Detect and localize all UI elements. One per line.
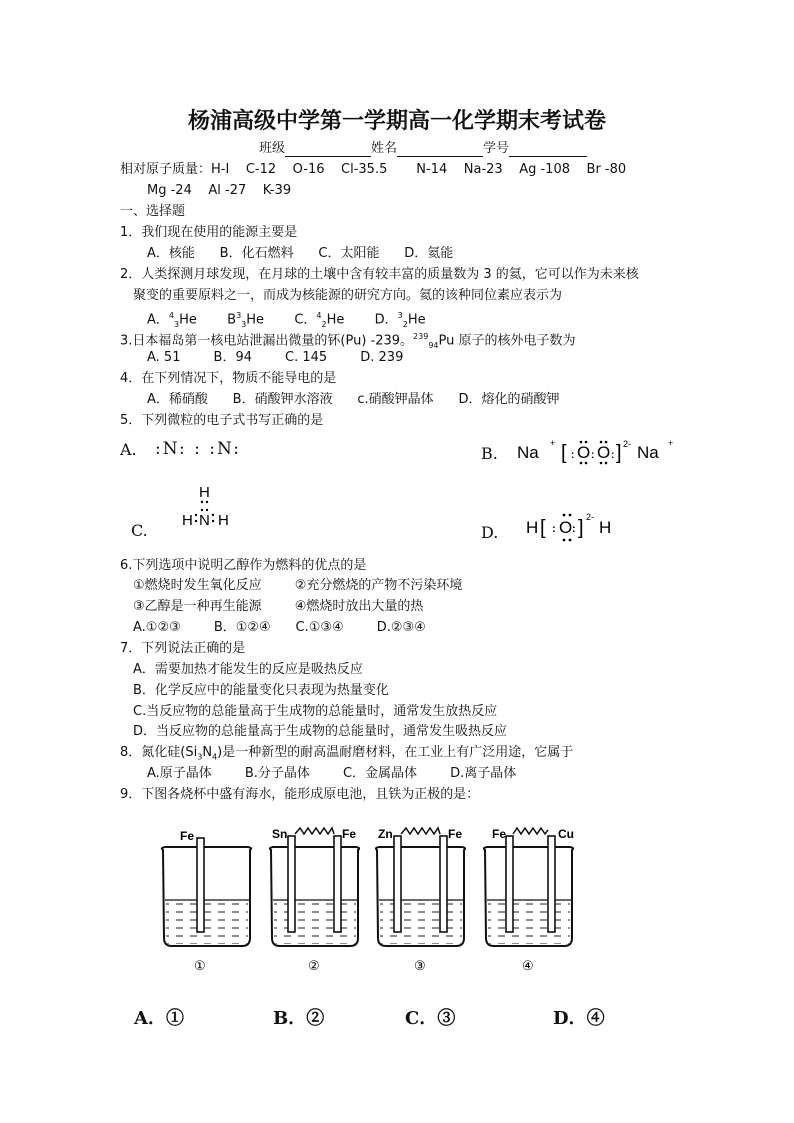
q5-stem: 5．下列微粒的电子式书写正确的是 xyxy=(120,413,324,428)
q7-option-c: C.当反应物的总能量高于生成物的总能量时，通常发生放热反应 xyxy=(133,704,498,719)
q5-option-a-label: A. xyxy=(120,440,137,459)
page-title: 杨浦高级中学第一学期高一化学期末考试卷 xyxy=(187,108,606,134)
id-blank[interactable] xyxy=(509,142,587,157)
beaker-2-right-electrode-label: Fe xyxy=(342,827,357,841)
svg-text:O: O xyxy=(559,518,573,537)
svg-text:2-: 2- xyxy=(586,512,595,522)
svg-text::: : xyxy=(571,450,575,461)
q7-option-d: D．当反应物的总能量高于生成物的总能量时，通常发生吸热反应 xyxy=(133,724,508,739)
q7-option-a: A．需要加热才能发生的反应是吸热反应 xyxy=(133,662,363,677)
q1-stem: 1．我们现在使用的能源主要是 xyxy=(120,225,298,240)
atomic-mass-line-1: 相对原子质量：H-I C-12 O-16 Cl-35.5 N-14 Na-23 Ag -108 Br -80 xyxy=(120,162,627,177)
q6-stem: 6.下列选项中说明乙醇作为燃料的优点的是 xyxy=(120,558,367,573)
q6-statement-line-2: ③乙醇是一种再生能源 ④燃烧时放出大量的热 xyxy=(133,599,424,614)
beaker-1-number: ① xyxy=(194,958,206,973)
q9-beaker-diagram xyxy=(150,820,610,975)
q5-option-d-structure xyxy=(524,502,614,548)
sodium-symbol-right: Na xyxy=(637,443,659,462)
name-blank[interactable] xyxy=(397,142,483,157)
svg-text::: : xyxy=(552,523,556,535)
beaker-4-left-electrode-label: Fe xyxy=(492,827,507,841)
svg-text::: : xyxy=(572,523,576,535)
q2-stem-line-2: 聚变的重要原料之一，而成为核能源的研究方向。氦的该种同位素应表示为 xyxy=(133,288,563,303)
beaker-1 xyxy=(162,829,251,973)
beaker-2-left-electrode-label: Sn xyxy=(272,827,288,841)
q8-stem: 8．氮化硅$(Si_3N_4)$是一种新型的耐高温耐磨材料，在工业上有广泛用途，它属于 xyxy=(120,745,574,762)
oxygen-symbol-2: O xyxy=(597,443,611,462)
q5-option-c-label: C. xyxy=(131,521,148,540)
q2-stem-line-1: 2．人类探测月球发现，在月球的土壤中含有较丰富的质量数为 3 的氦，它可以作为未来核 xyxy=(120,267,639,282)
q4-options: A．稀硝酸 B．硝酸钾水溶液 c.硝酸钾晶体 D．熔化的硝酸钾 xyxy=(147,392,560,407)
q3-stem: 3.日本福岛第一核电站泄漏出微量的钚(Pu) -239。$^{239}_{94}$Pu 原子的核外电子数为 xyxy=(120,332,576,350)
svg-text::: : xyxy=(611,450,615,461)
q4-stem: 4．在下列情况下，物质不能导电的是 xyxy=(120,371,337,386)
charge-label: 2- xyxy=(623,439,632,449)
class-label: 班级 xyxy=(259,141,286,156)
oxygen-symbol-1: O xyxy=(577,443,591,462)
q9-answer-d: D．④ xyxy=(553,1008,605,1029)
section-heading: 一、选择题 xyxy=(120,204,186,219)
beaker-4 xyxy=(484,827,574,973)
svg-text:+: + xyxy=(550,438,556,448)
sodium-symbol-left: Na xyxy=(517,443,539,462)
svg-text:]: ] xyxy=(616,442,622,464)
beaker-4-right-electrode-label: Cu xyxy=(558,827,574,841)
beaker-3-right-electrode-label: Fe xyxy=(448,827,463,841)
svg-text:H: H xyxy=(526,518,539,537)
q7-stem: 7．下列说法正确的是 xyxy=(120,641,246,656)
q5-option-d-label: D. xyxy=(481,523,499,542)
q5-option-a-formula: :N: : :N: xyxy=(155,439,241,459)
beaker-3 xyxy=(376,827,465,973)
class-blank[interactable] xyxy=(285,142,371,157)
q5-option-b-label: B. xyxy=(481,444,498,463)
svg-text:]: ] xyxy=(578,517,584,539)
name-label: 姓名 xyxy=(371,141,398,156)
svg-text:H: H xyxy=(182,512,193,529)
q6-options: A.①②③ B．①②④ C.①③④ D.②③④ xyxy=(133,620,426,635)
student-info-line xyxy=(259,140,587,157)
q5-option-b-structure xyxy=(515,432,675,468)
q9-answer-c: C．③ xyxy=(405,1008,456,1029)
svg-text:[: [ xyxy=(561,442,567,464)
beaker-3-left-electrode-label: Zn xyxy=(378,827,393,841)
beaker-3-number: ③ xyxy=(414,958,426,973)
q8-options: A.原子晶体 B.分子晶体 C．金属晶体 D.离子晶体 xyxy=(147,766,517,781)
q3-options: A. 51 B．94 C. 145 D. 239 xyxy=(147,350,404,365)
beaker-1-left-electrode-label: Fe xyxy=(180,829,195,843)
beaker-4-number: ④ xyxy=(522,958,534,973)
svg-text::: : xyxy=(591,450,595,461)
q9-stem: 9．下图各烧杯中盛有海水，能形成原电池，且铁为正极的是： xyxy=(120,787,480,802)
beaker-2 xyxy=(270,827,359,973)
svg-text:N: N xyxy=(199,512,210,529)
atomic-mass-line-2: Mg -24 Al -27 K-39 xyxy=(147,183,292,198)
svg-text:H: H xyxy=(199,484,210,501)
q9-answer-a: A．① xyxy=(134,1008,184,1029)
id-label: 学号 xyxy=(483,141,510,156)
beaker-2-number: ② xyxy=(308,958,320,973)
q6-statement-line-1: ①燃烧时发生氧化反应 ②充分燃烧的产物不污染环境 xyxy=(133,578,463,593)
q9-answer-b: B．② xyxy=(273,1008,325,1029)
svg-text:+: + xyxy=(668,438,674,448)
svg-text:H: H xyxy=(218,512,229,529)
svg-text:[: [ xyxy=(540,517,546,539)
q5-option-c-structure xyxy=(180,478,240,534)
q7-option-b: B．化学反应中的能量变化只表现为热量变化 xyxy=(133,683,389,698)
q1-options: A．核能 B．化石燃料 C．太阳能 D．氦能 xyxy=(147,246,454,261)
q2-options: A．$^4_3$He $B^3_3He$ C．$^4_2$He D．$^3_2$He xyxy=(147,311,426,329)
svg-text:H: H xyxy=(599,518,612,537)
